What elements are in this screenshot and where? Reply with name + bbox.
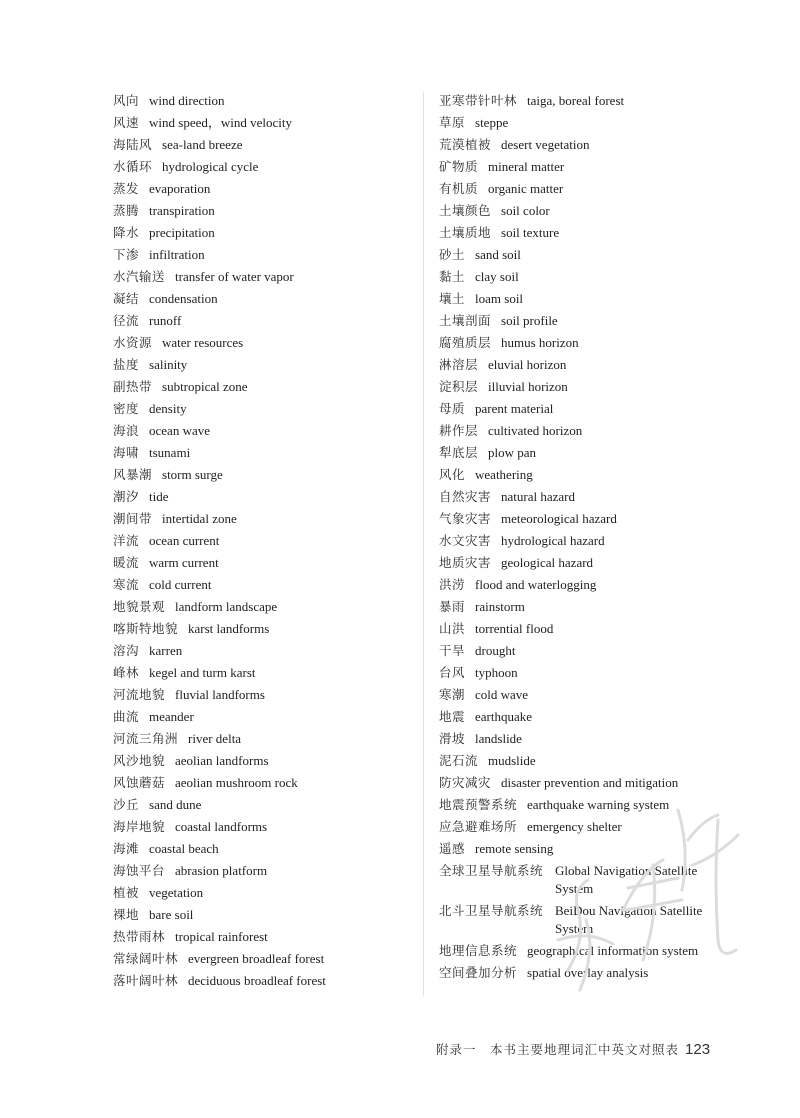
chinese-term: 凝结: [113, 291, 140, 306]
chinese-term: 干旱: [439, 643, 466, 658]
chinese-term: 海岸地貌: [113, 819, 166, 834]
glossary-entry: [113, 816, 413, 838]
glossary-entry: [439, 90, 729, 112]
glossary-entry: [113, 310, 413, 332]
chinese-term: 密度: [113, 401, 140, 416]
chinese-term: 空间叠加分析: [439, 965, 518, 980]
glossary-entry: [113, 794, 413, 816]
chinese-term: 矿物质: [439, 159, 479, 174]
glossary-entry: [113, 112, 413, 134]
chinese-term: 蒸发: [113, 181, 140, 196]
chinese-term: 自然灾害: [439, 489, 492, 504]
english-term: organic matter: [488, 181, 564, 196]
english-term: infiltration: [149, 247, 205, 262]
glossary-entry: [113, 288, 413, 310]
chinese-term: 沙丘: [113, 797, 140, 812]
english-term: sand soil: [475, 247, 521, 262]
glossary-entry: [439, 310, 729, 332]
glossary-entry: [113, 970, 413, 992]
glossary-entry: [439, 750, 729, 772]
chinese-term: 母质: [439, 401, 466, 416]
glossary-entry: [439, 332, 729, 354]
english-term: flood and waterlogging: [475, 577, 597, 592]
glossary-entry: [439, 860, 729, 900]
glossary-entry: [439, 794, 729, 816]
footer-section-title: 附录一 本书主要地理词汇中英文对照表: [436, 1042, 680, 1057]
chinese-term: 地震: [439, 709, 466, 724]
chinese-term: 耕作层: [439, 423, 479, 438]
glossary-entry: [113, 156, 413, 178]
chinese-term: 寒流: [113, 577, 140, 592]
english-term: weathering: [475, 467, 533, 482]
glossary-entry: [113, 574, 413, 596]
glossary-entry: [113, 618, 413, 640]
chinese-term: 淋溶层: [439, 357, 479, 372]
chinese-term: 滑坡: [439, 731, 466, 746]
chinese-term: 副热带: [113, 379, 153, 394]
english-term: subtropical zone: [162, 379, 248, 394]
glossary-entry: [439, 442, 729, 464]
glossary-entry: [439, 574, 729, 596]
english-term: aeolian mushroom rock: [175, 775, 298, 790]
glossary-entry: [113, 508, 413, 530]
chinese-term: 全球卫星导航系统: [439, 863, 544, 878]
chinese-term: 喀斯特地貌: [113, 621, 179, 636]
english-term: earthquake warning system: [527, 797, 670, 812]
english-term: ocean current: [149, 533, 220, 548]
glossary-entry: [113, 398, 413, 420]
chinese-term: 应急避难场所: [439, 819, 518, 834]
chinese-term: 峰林: [113, 665, 140, 680]
english-term: cold wave: [475, 687, 529, 702]
english-term: landslide: [475, 731, 522, 746]
english-term: BeiDou Navigation Satellite System: [555, 903, 703, 936]
glossary-entry: [439, 530, 729, 552]
glossary-entry: [439, 178, 729, 200]
glossary-entry: [439, 816, 729, 838]
chinese-term: 曲流: [113, 709, 140, 724]
chinese-term: 风沙地貌: [113, 753, 166, 768]
chinese-term: 黏土: [439, 269, 466, 284]
glossary-entry: [439, 508, 729, 530]
glossary-entry: [113, 838, 413, 860]
chinese-term: 地理信息系统: [439, 943, 518, 958]
glossary-entry: [113, 90, 413, 112]
glossary-left-column: [113, 90, 413, 992]
chinese-term: 草原: [439, 115, 466, 130]
english-term: taiga, boreal forest: [527, 93, 625, 108]
glossary-entry: [113, 376, 413, 398]
english-term: meander: [149, 709, 194, 724]
chinese-term: 暖流: [113, 555, 140, 570]
glossary-entry: [113, 530, 413, 552]
english-term: coastal landforms: [175, 819, 268, 834]
glossary-entry: [113, 442, 413, 464]
glossary-entry: [439, 288, 729, 310]
glossary-entry: [439, 640, 729, 662]
english-term: earthquake: [475, 709, 533, 724]
english-term: hydrological hazard: [501, 533, 605, 548]
english-term: remote sensing: [475, 841, 554, 856]
english-term: typhoon: [475, 665, 518, 680]
english-term: evergreen broadleaf forest: [188, 951, 325, 966]
glossary-entry: [439, 486, 729, 508]
chinese-term: 山洪: [439, 621, 466, 636]
glossary-entry: [113, 662, 413, 684]
english-term: karren: [149, 643, 183, 658]
glossary-entry: [113, 948, 413, 970]
english-term: humus horizon: [501, 335, 579, 350]
glossary-entry: [439, 200, 729, 222]
chinese-term: 风速: [113, 115, 140, 130]
glossary-entry: [113, 354, 413, 376]
english-term: water resources: [162, 335, 244, 350]
glossary-entry: [439, 684, 729, 706]
chinese-term: 风化: [439, 467, 466, 482]
english-term: meteorological hazard: [501, 511, 617, 526]
column-divider: [423, 92, 424, 996]
chinese-term: 土壤质地: [439, 225, 492, 240]
english-term: geological hazard: [501, 555, 594, 570]
english-term: transfer of water vapor: [175, 269, 294, 284]
english-term: soil profile: [501, 313, 558, 328]
english-term: desert vegetation: [501, 137, 590, 152]
glossary-entry: [439, 156, 729, 178]
english-term: rainstorm: [475, 599, 525, 614]
chinese-term: 海陆风: [113, 137, 153, 152]
chinese-term: 盐度: [113, 357, 140, 372]
english-term: coastal beach: [149, 841, 219, 856]
glossary-entry: [439, 706, 729, 728]
chinese-term: 有机质: [439, 181, 479, 196]
page-footer: [436, 1040, 710, 1058]
chinese-term: 水文灾害: [439, 533, 492, 548]
glossary-entry: [439, 398, 729, 420]
glossary-entry: [439, 464, 729, 486]
chinese-term: 地貌景观: [113, 599, 166, 614]
glossary-entry: [113, 200, 413, 222]
glossary-entry: [113, 266, 413, 288]
english-term: Global Navigation Satellite System: [555, 863, 698, 896]
english-term: karst landforms: [188, 621, 270, 636]
glossary-entry: [113, 706, 413, 728]
glossary-entry: [439, 618, 729, 640]
english-term: kegel and turm karst: [149, 665, 256, 680]
english-term: sand dune: [149, 797, 202, 812]
chinese-term: 土壤剖面: [439, 313, 492, 328]
glossary-entry: [439, 112, 729, 134]
glossary-entry: [439, 134, 729, 156]
chinese-term: 洋流: [113, 533, 140, 548]
chinese-term: 土壤颜色: [439, 203, 492, 218]
english-term: tide: [149, 489, 169, 504]
english-term: spatial overlay analysis: [527, 965, 649, 980]
glossary-entry: [439, 596, 729, 618]
chinese-term: 下渗: [113, 247, 140, 262]
glossary-entry: [113, 750, 413, 772]
glossary-entry: [439, 266, 729, 288]
chinese-term: 水汽输送: [113, 269, 166, 284]
english-term: soil texture: [501, 225, 560, 240]
english-term: warm current: [149, 555, 219, 570]
chinese-term: 气象灾害: [439, 511, 492, 526]
english-term: runoff: [149, 313, 182, 328]
glossary-entry: [439, 354, 729, 376]
glossary-entry: [113, 420, 413, 442]
english-term: steppe: [475, 115, 509, 130]
english-term: natural hazard: [501, 489, 575, 504]
chinese-term: 海啸: [113, 445, 140, 460]
chinese-term: 风向: [113, 93, 140, 108]
chinese-term: 犁底层: [439, 445, 479, 460]
english-term: cultivated horizon: [488, 423, 583, 438]
glossary-entry: [113, 486, 413, 508]
chinese-term: 常绿阔叶林: [113, 951, 179, 966]
glossary-entry: [113, 926, 413, 948]
glossary-entry: [439, 772, 729, 794]
glossary-entry: [113, 552, 413, 574]
chinese-term: 海滩: [113, 841, 140, 856]
chinese-term: 海浪: [113, 423, 140, 438]
english-term: illuvial horizon: [488, 379, 568, 394]
chinese-term: 砂土: [439, 247, 466, 262]
english-term: tropical rainforest: [175, 929, 268, 944]
chinese-term: 河流三角洲: [113, 731, 179, 746]
glossary-entry: [113, 178, 413, 200]
english-term: wind speed，wind velocity: [149, 115, 292, 130]
chinese-term: 地质灾害: [439, 555, 492, 570]
glossary-entry: [113, 860, 413, 882]
glossary-entry: [113, 684, 413, 706]
chinese-term: 潮间带: [113, 511, 153, 526]
chinese-term: 落叶阔叶林: [113, 973, 179, 988]
english-term: cold current: [149, 577, 212, 592]
glossary-entry: [113, 244, 413, 266]
english-term: storm surge: [162, 467, 223, 482]
glossary-entry: [113, 882, 413, 904]
glossary-entry: [113, 640, 413, 662]
chinese-term: 风暴潮: [113, 467, 153, 482]
english-term: precipitation: [149, 225, 215, 240]
chinese-term: 遥感: [439, 841, 466, 856]
chinese-term: 壤土: [439, 291, 466, 306]
chinese-term: 泥石流: [439, 753, 479, 768]
chinese-term: 降水: [113, 225, 140, 240]
english-term: hydrological cycle: [162, 159, 259, 174]
chinese-term: 风蚀蘑菇: [113, 775, 166, 790]
english-term: loam soil: [475, 291, 524, 306]
english-term: abrasion platform: [175, 863, 268, 878]
glossary-entry: [113, 904, 413, 926]
glossary-entry: [439, 838, 729, 860]
english-term: bare soil: [149, 907, 194, 922]
glossary-entry: [113, 134, 413, 156]
chinese-term: 蒸腾: [113, 203, 140, 218]
english-term: aeolian landforms: [175, 753, 269, 768]
english-term: geographical information system: [527, 943, 699, 958]
glossary-entry: [439, 728, 729, 750]
glossary-entry: [439, 900, 729, 940]
page-number: 123: [685, 1041, 711, 1058]
chinese-term: 地震预警系统: [439, 797, 518, 812]
chinese-term: 荒漠植被: [439, 137, 492, 152]
glossary-entry: [113, 332, 413, 354]
glossary-entry: [439, 420, 729, 442]
chinese-term: 裸地: [113, 907, 140, 922]
chinese-term: 溶沟: [113, 643, 140, 658]
english-term: vegetation: [149, 885, 204, 900]
glossary-entry: [439, 222, 729, 244]
english-term: river delta: [188, 731, 242, 746]
english-term: mineral matter: [488, 159, 565, 174]
chinese-term: 淀积层: [439, 379, 479, 394]
chinese-term: 台风: [439, 665, 466, 680]
english-term: parent material: [475, 401, 554, 416]
glossary-right-column: [439, 90, 729, 984]
glossary-entry: [439, 552, 729, 574]
english-term: transpiration: [149, 203, 215, 218]
english-term: fluvial landforms: [175, 687, 265, 702]
glossary-entry: [113, 772, 413, 794]
chinese-term: 北斗卫星导航系统: [439, 903, 544, 918]
english-term: clay soil: [475, 269, 519, 284]
chinese-term: 亚寒带针叶林: [439, 93, 518, 108]
glossary-entry: [439, 962, 729, 984]
english-term: condensation: [149, 291, 218, 306]
english-term: wind direction: [149, 93, 225, 108]
chinese-term: 腐殖质层: [439, 335, 492, 350]
english-term: eluvial horizon: [488, 357, 567, 372]
english-term: soil color: [501, 203, 550, 218]
chinese-term: 植被: [113, 885, 140, 900]
chinese-term: 洪涝: [439, 577, 466, 592]
glossary-entry: [113, 728, 413, 750]
english-term: drought: [475, 643, 516, 658]
chinese-term: 河流地貌: [113, 687, 166, 702]
glossary-entry: [439, 376, 729, 398]
english-term: density: [149, 401, 187, 416]
english-term: sea-land breeze: [162, 137, 243, 152]
chinese-term: 海蚀平台: [113, 863, 166, 878]
english-term: mudslide: [488, 753, 536, 768]
english-term: salinity: [149, 357, 188, 372]
english-term: deciduous broadleaf forest: [188, 973, 326, 988]
glossary-entry: [113, 464, 413, 486]
glossary-entry: [113, 596, 413, 618]
chinese-term: 径流: [113, 313, 140, 328]
glossary-entry: [113, 222, 413, 244]
english-term: evaporation: [149, 181, 211, 196]
english-term: landform landscape: [175, 599, 278, 614]
glossary-entry: [439, 940, 729, 962]
chinese-term: 防灾减灾: [439, 775, 492, 790]
glossary-entry: [439, 244, 729, 266]
english-term: emergency shelter: [527, 819, 622, 834]
chinese-term: 暴雨: [439, 599, 466, 614]
chinese-term: 水资源: [113, 335, 153, 350]
english-term: plow pan: [488, 445, 537, 460]
english-term: tsunami: [149, 445, 191, 460]
chinese-term: 潮汐: [113, 489, 140, 504]
english-term: disaster prevention and mitigation: [501, 775, 679, 790]
glossary-entry: [439, 662, 729, 684]
english-term: intertidal zone: [162, 511, 237, 526]
chinese-term: 水循环: [113, 159, 153, 174]
chinese-term: 热带雨林: [113, 929, 166, 944]
english-term: ocean wave: [149, 423, 211, 438]
english-term: torrential flood: [475, 621, 554, 636]
chinese-term: 寒潮: [439, 687, 466, 702]
